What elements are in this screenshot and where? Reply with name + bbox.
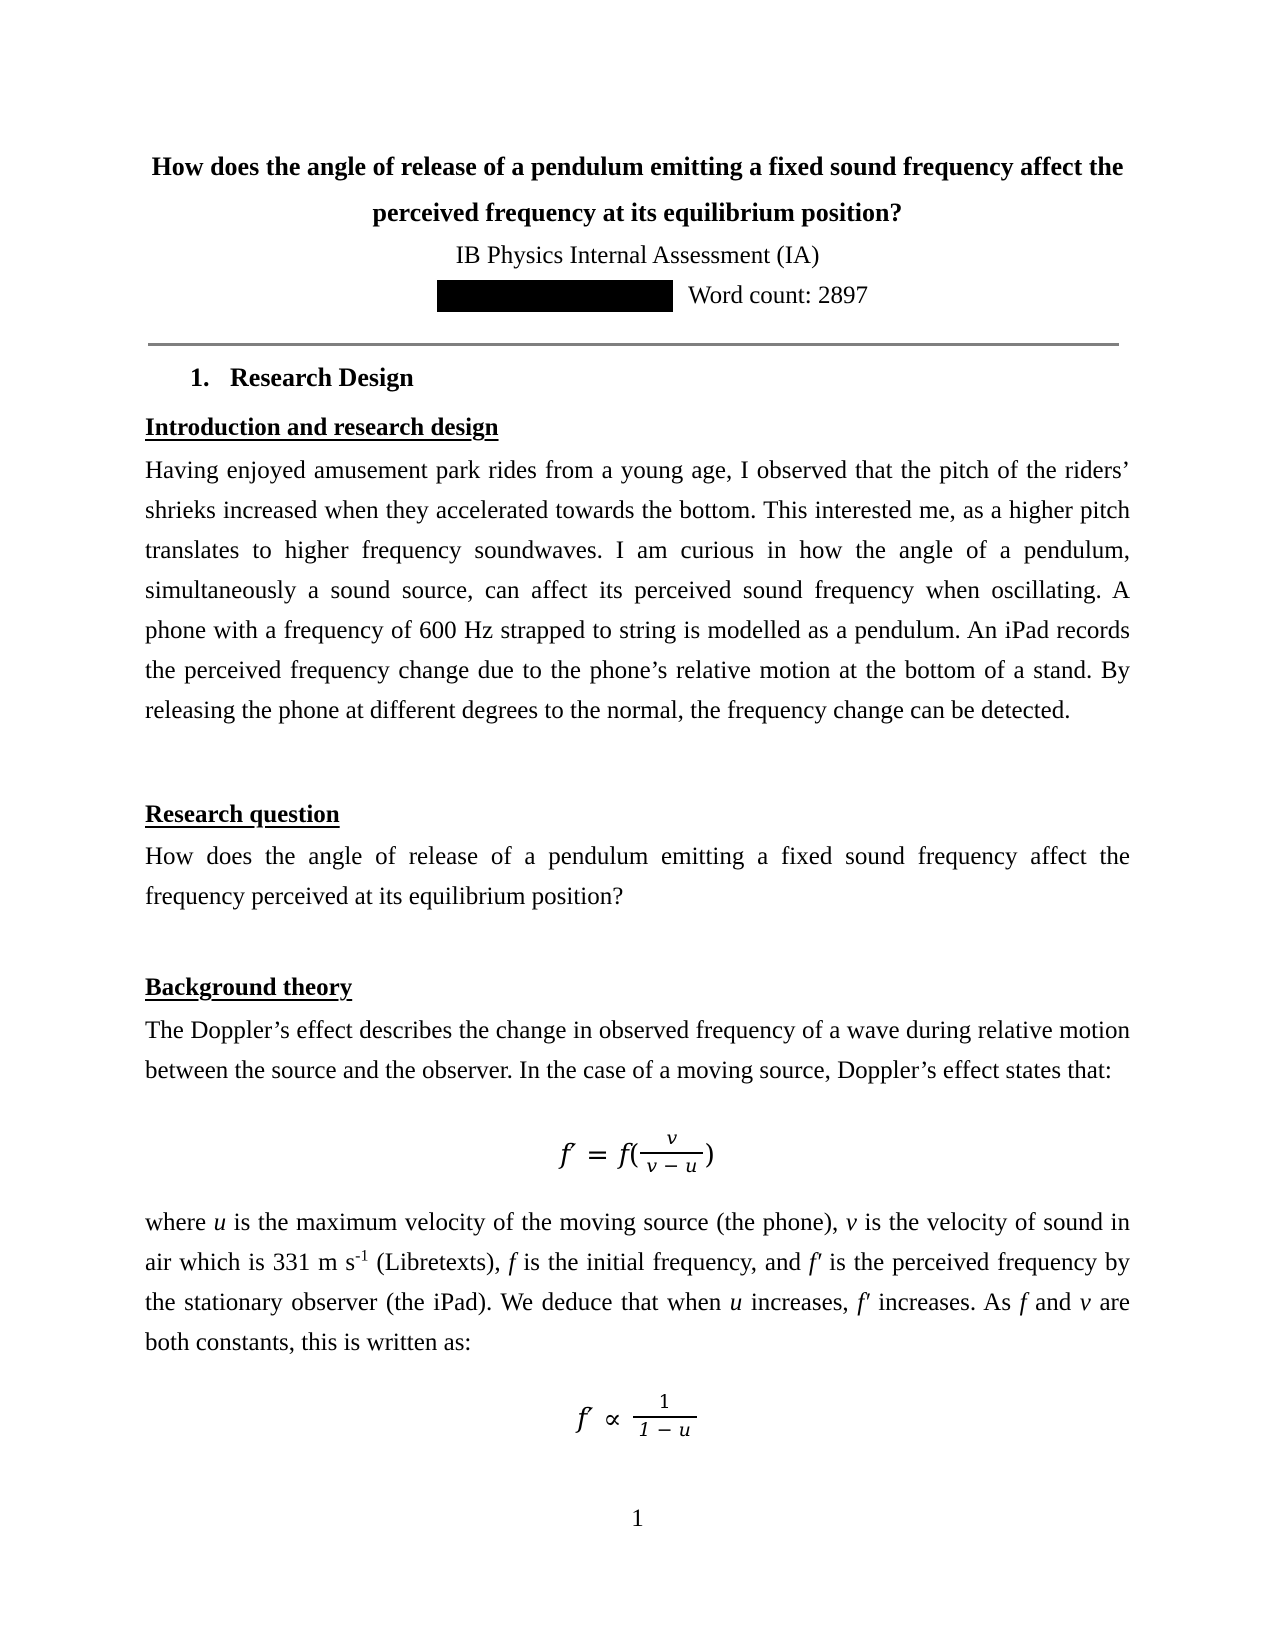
section-1-heading — [145, 358, 1130, 398]
page-number: 1 — [631, 1505, 644, 1532]
document-title-line-1: How does the angle of release of a pendulum emitting a fixed sound frequency affect the — [151, 152, 1124, 181]
document-title-line-2: perceived frequency at its equilibrium position? — [372, 198, 903, 227]
proportional-fraction — [633, 1392, 697, 1442]
intro-heading: Introduction and research design — [145, 414, 499, 441]
doppler-formula — [560, 1127, 715, 1181]
proportional-fraction-denominator: 1 − u — [633, 1416, 697, 1442]
equals-sign: = — [586, 1139, 609, 1171]
doppler-function: f — [618, 1139, 629, 1171]
variables-paragraph: where u is the maximum velocity of the moving source (the phone), v is the velocity of sound in air which is 331 m $s^{-1}$ (Libretexts), f is the initial frequency, and f′ is the perceived frequency by the stationary observer (the iPad). We deduce that when u increases, f′ increases. As f and v are both constants, this is written as: — [145, 1209, 1130, 1356]
proportionality-formula — [577, 1391, 698, 1445]
section-1-title: Research Design — [230, 363, 414, 392]
section-1-number: 1. — [190, 363, 210, 392]
background-theory-paragraph: The Doppler’s effect describes the change in observed frequency of a wave during relative motion between the source and the observer. In the case of a moving source, Doppler’s effect states that: — [145, 1017, 1130, 1084]
document-title — [145, 0, 1130, 236]
proportional-lhs: f′ — [577, 1403, 594, 1435]
document-subtitle: IB Physics Internal Assessment (IA) — [455, 242, 820, 269]
redacted-name-box — [437, 280, 673, 312]
research-question-paragraph: How does the angle of release of a pendulum emitting a fixed sound frequency affect the frequency perceived at its equilibrium position? — [145, 843, 1130, 910]
background-theory-heading: Background theory — [145, 974, 353, 1001]
doppler-formula-block — [145, 1121, 1130, 1191]
proportionality-formula-block — [145, 1389, 1130, 1451]
doppler-lhs: f′ — [560, 1139, 577, 1171]
research-question-heading: Research question — [145, 801, 340, 828]
doppler-fraction-denominator: v − u — [640, 1152, 703, 1178]
close-paren: ) — [704, 1139, 715, 1171]
word-count: Word count: 2897 — [688, 282, 868, 309]
intro-paragraph: Having enjoyed amusement park rides from a young age, I observed that the pitch of the riders’ shrieks increased when they accelerated towards the bottom. This interested me, as a higher pitch translates to higher frequency soundwaves. I am curious in how the angle of a pendulum, simultaneously a sound source, can affect its perceived sound frequency when oscillating. A phone with a frequency of 600 Hz strapped to string is modelled as a pendulum. An iPad records the perceived frequency change due to the phone’s relative motion at the bottom of a stand. By releasing the phone at different degrees to the normal, the frequency change can be detected. — [145, 457, 1130, 724]
proportional-to-sign: ∝ — [603, 1403, 622, 1435]
doppler-fraction-numerator: v — [666, 1127, 678, 1150]
open-paren: ( — [628, 1139, 640, 1171]
page-content — [145, 0, 1130, 1539]
byline-row — [160, 278, 1145, 314]
horizontal-divider — [148, 343, 1119, 346]
proportional-fraction-numerator: 1 — [658, 1391, 671, 1414]
doppler-fraction — [640, 1128, 703, 1178]
